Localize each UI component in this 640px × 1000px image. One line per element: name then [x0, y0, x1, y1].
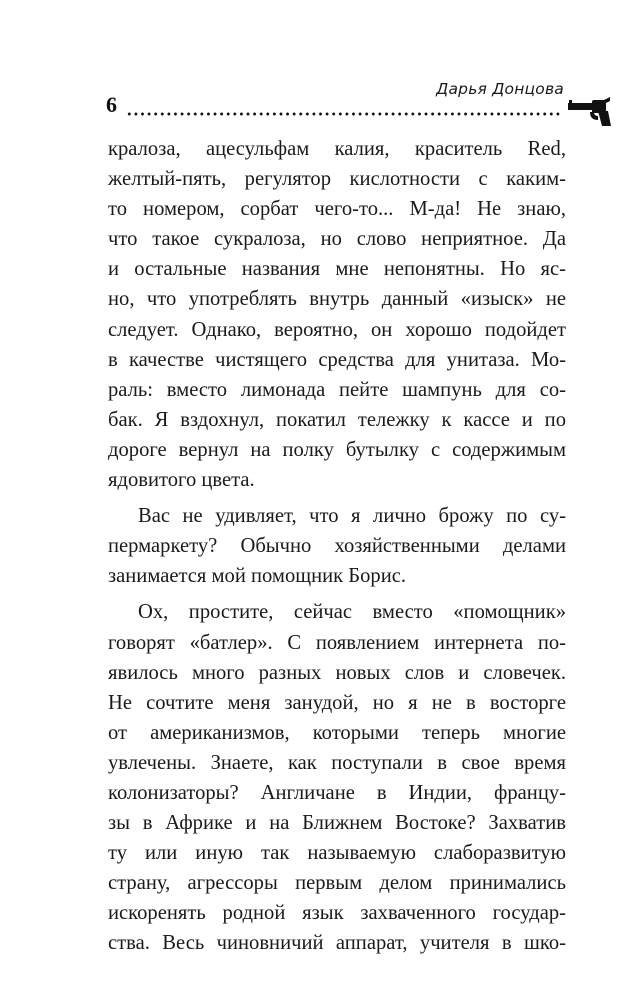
text-line: то номером, сорбат чего-то... М-да! Не знаю,: [108, 198, 566, 221]
text-line: и остальные названия мне непонятны. Но яс-: [108, 258, 566, 281]
text-line: явилось много разных новых слов и словечек.: [108, 661, 566, 684]
dotted-leader: [126, 112, 562, 116]
text-line: желтый-пять, регулятор кислотности с каким-: [108, 168, 566, 191]
text-line: увлечены. Знаете, как поступали в свое время: [108, 751, 566, 774]
text-line: говорят «батлер». С появлением интернета по-: [108, 631, 566, 654]
text-line: кралоза, ацесульфам калия, краситель Red,: [108, 138, 566, 160]
text-line: что такое сукралоза, но слово неприятное. Да: [108, 228, 566, 251]
text-line: бак. Я вздохнул, покатил тележку к кассе и по: [108, 408, 566, 431]
text-line: в качестве чистящего средства для унитаза. Мо-: [108, 348, 566, 371]
text-line: ства. Весь чиновничий аппарат, учителя в шко-: [108, 932, 566, 955]
text-line: занимается мой помощник Борис.: [108, 565, 407, 588]
text-line: пермаркету? Обычно хозяйственными делами: [108, 535, 566, 558]
text-line: Ох, простите, сейчас вместо «помощник»: [138, 601, 566, 624]
text-line: колонизаторы? Англичане в Индии, францу-: [108, 781, 566, 804]
text-line: от американизмов, которыми теперь многие: [108, 721, 566, 744]
text-line: дороге вернул на полку бутылку с содержимым: [108, 438, 566, 461]
text-line: ядовитого цвета.: [108, 469, 255, 492]
paragraph: [108, 597, 566, 958]
author-name: Дарья Донцова: [436, 80, 564, 98]
text-line: ту или иную так называемую слаборазвитую: [108, 842, 566, 865]
text-line: следует. Однако, вероятно, он хорошо подойдет: [108, 318, 566, 341]
text-line: но, что употреблять внутрь данный «изыск» не: [108, 288, 566, 311]
text-line: искоренять родной язык захваченного государ-: [108, 902, 566, 925]
text-line: раль: вместо лимонада пейте шампунь для со-: [108, 378, 566, 401]
page-body-text: [108, 134, 566, 959]
text-line: страну, агрессоры первым делом принимались: [108, 872, 566, 895]
paragraph: [108, 501, 566, 591]
text-line: Не сочтите меня занудой, но я не в восторге: [108, 691, 566, 714]
text-line: Вас не удивляет, что я лично брожу по су-: [138, 505, 566, 528]
revolver-icon: [566, 96, 612, 128]
page-number: 6: [106, 92, 117, 117]
text-line: зы в Африке и на Ближнем Востоке? Захватив: [108, 812, 566, 835]
running-header: [106, 78, 626, 128]
paragraph: [108, 134, 566, 495]
